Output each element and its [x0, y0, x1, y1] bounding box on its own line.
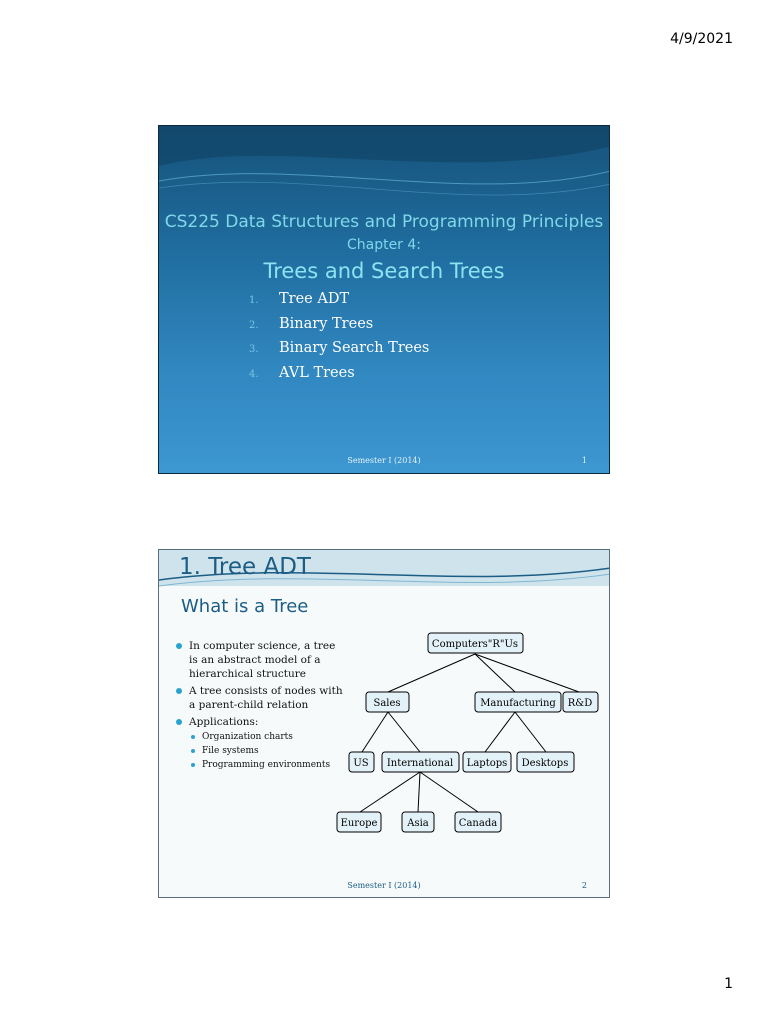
page-date: 4/9/2021 — [670, 31, 733, 47]
slide-2-footer: Semester I (2014) — [347, 881, 421, 890]
svg-text:Europe: Europe — [340, 818, 378, 829]
svg-text:Asia: Asia — [407, 818, 429, 829]
slide-1-footer: Semester I (2014) — [347, 456, 421, 465]
tree-node-asia — [402, 812, 434, 832]
svg-text:Manufacturing: Manufacturing — [480, 698, 556, 709]
slide-1-thumbnail — [158, 125, 610, 474]
tree-node-desktops — [517, 752, 574, 772]
slide-1-chapter: Chapter 4: — [346, 237, 422, 253]
topic-item: 2. Binary Trees — [249, 315, 374, 332]
svg-text:US: US — [353, 758, 369, 769]
tree-node-europe — [337, 812, 381, 832]
slide-1-heading: Trees and Search Trees — [263, 259, 505, 283]
slide-2-thumbnail — [158, 549, 610, 898]
svg-text:Computers"R"Us: Computers"R"Us — [431, 639, 519, 650]
bullet-item: A tree consists of nodes with a parent-child relation — [173, 684, 345, 712]
application-item: File systems — [189, 745, 345, 757]
svg-text:International: International — [386, 758, 454, 769]
bullet-item: Applications: Organization charts File systems Programming environments — [173, 715, 345, 771]
tree-edges — [360, 654, 579, 812]
svg-text:Canada: Canada — [458, 818, 498, 829]
tree-node-sales — [366, 692, 409, 712]
tree-node-international — [382, 752, 459, 772]
tree-node-canada — [455, 812, 501, 832]
slide-1-number: 1 — [581, 456, 587, 465]
svg-text:R&D: R&D — [567, 698, 593, 709]
tree-node-us — [349, 752, 374, 772]
slide-1-topic-list — [249, 291, 429, 389]
svg-text:Desktops: Desktops — [521, 758, 569, 769]
application-item: Organization charts — [189, 731, 345, 743]
slide-1-course-title: CS225 Data Structures and Programming Principles — [164, 212, 604, 232]
page-number: 1 — [724, 976, 733, 992]
topic-item: 4. AVL Trees — [249, 364, 355, 381]
application-item: Programming environments — [189, 759, 345, 771]
slide-2-title: 1. Tree ADT — [179, 554, 311, 580]
svg-text:Laptops: Laptops — [466, 758, 508, 769]
tree-node-laptops — [463, 752, 511, 772]
org-chart-tree — [159, 550, 610, 898]
tree-node-root — [428, 633, 523, 653]
tree-node-manufacturing — [475, 692, 561, 712]
topic-item: 1. Tree ADT — [249, 291, 350, 307]
topic-item: 3. Binary Search Trees — [249, 340, 430, 356]
tree-node-rnd — [563, 692, 598, 712]
slide-2-number: 2 — [581, 881, 587, 890]
slide-2-subtitle: What is a Tree — [181, 596, 309, 617]
svg-text:Sales: Sales — [373, 698, 401, 709]
bullet-item: In computer science, a tree is an abstract model of a hierarchical structure — [173, 639, 345, 681]
